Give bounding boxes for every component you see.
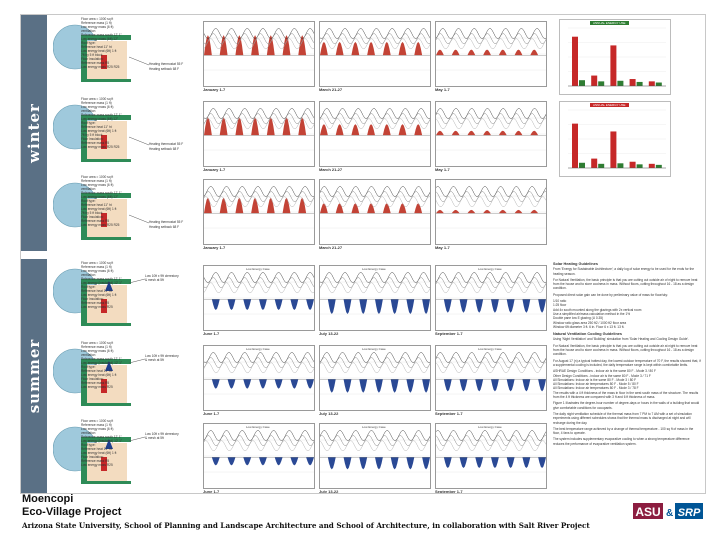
diagram-note: Roof type: bbox=[81, 121, 96, 125]
chart-plot bbox=[320, 346, 430, 410]
window-note: Low 10ft x 9ft clerestory bbox=[145, 354, 179, 358]
diagram-note: Low energy heat (6ft) 1 ft bbox=[81, 207, 117, 211]
paragraph: Using 'Night Ventilation' and 'Building' simulation from 'Solar Heating and Cooling Design Guide'. bbox=[553, 337, 689, 342]
load-area bbox=[204, 299, 314, 310]
load-area bbox=[204, 457, 314, 465]
list-item: Other Design Conditions - indoor air is the same 80 F - Mode 3 / 71 F bbox=[553, 373, 651, 378]
diagram-note: 7ft by 5 ft block bbox=[81, 211, 103, 215]
window-note: & mesh at 5ft bbox=[145, 358, 164, 362]
temperature-line bbox=[436, 119, 546, 129]
note-leader bbox=[129, 57, 149, 65]
window-note: Low 10ft x 9ft clerestory bbox=[145, 274, 179, 278]
diagram-note: Floor insulation: bbox=[81, 297, 104, 301]
diagram-note: 7ft by 5 ft block bbox=[81, 133, 103, 137]
sponsor-logos bbox=[633, 497, 705, 527]
note-leader bbox=[129, 137, 149, 145]
summer-time-series-chart bbox=[203, 423, 315, 489]
period-label: May 1-7 bbox=[435, 87, 450, 92]
diagram-note: Low energy mass R25 bbox=[81, 463, 113, 467]
diagram-note: ventilation bbox=[81, 273, 96, 277]
guidelines-text-panel bbox=[553, 259, 701, 489]
diagram-note: Low energy (insulated) 12' 1" bbox=[81, 361, 123, 365]
summer-time-series-chart bbox=[319, 345, 431, 411]
temperature-line bbox=[204, 358, 314, 368]
energy-bar bbox=[610, 45, 616, 86]
period-label: June 1-7 bbox=[203, 489, 220, 494]
load-area bbox=[436, 50, 546, 56]
energy-bar bbox=[656, 83, 662, 86]
diagram-note: Reference heat 11" ht bbox=[81, 45, 112, 49]
load-area bbox=[204, 379, 314, 388]
period-label: September 1-7 bbox=[435, 331, 463, 336]
diagram-note: Roof type: bbox=[81, 41, 96, 45]
thermostat-note: Heating thermostat 55 F bbox=[149, 62, 184, 66]
energy-bar bbox=[637, 164, 643, 168]
temperature-line bbox=[320, 441, 430, 451]
energy-bar bbox=[598, 81, 604, 86]
temperature-line bbox=[204, 114, 314, 124]
paragraph: The results with a 4 ft thickness of the mass in floor in the west south mass of the structure. The results from the 4 ft thickness are compared with 3 ft and 6 ft thickness of mass. bbox=[553, 390, 699, 400]
summer-house-diagram bbox=[53, 261, 189, 331]
diagram-notes bbox=[81, 419, 122, 467]
thermostat-note: Heating setback 68 F bbox=[149, 147, 180, 151]
chart-plot bbox=[436, 346, 546, 410]
temperature-line bbox=[436, 28, 546, 38]
diagram-note: Reference mass (1 ft) bbox=[81, 101, 112, 105]
load-area bbox=[436, 131, 546, 135]
temperature-line bbox=[320, 197, 430, 207]
diagram-note: Reference mass south 12' 1" bbox=[81, 277, 122, 281]
window-note: & mesh at 5ft bbox=[145, 278, 164, 282]
window-note: & mesh at 5ft bbox=[145, 436, 164, 440]
summer-label: summer bbox=[25, 338, 43, 414]
chart-plot bbox=[204, 22, 314, 86]
energy-bar bbox=[630, 162, 636, 168]
diagram-note: Low energy mass (6 ft) bbox=[81, 427, 114, 431]
diagram-notes bbox=[81, 97, 122, 149]
ventilation-heading: Natural Ventilation Cooling Guidelines bbox=[553, 332, 622, 337]
diagram-note: Low energy mass (6ft) 12" bbox=[81, 37, 119, 41]
list-item: Use a simplified air/mass calculation method in the 1% bbox=[553, 311, 631, 316]
diagram-note: Reference heat 11" ht bbox=[81, 203, 112, 207]
thermostat-note: Heating setback 68 F bbox=[149, 67, 180, 71]
chart-plot bbox=[204, 424, 314, 488]
chart-title: Low Energy Case bbox=[478, 347, 502, 351]
chart-title: Low Energy Case bbox=[246, 267, 270, 271]
winter-label: winter bbox=[25, 103, 43, 163]
paragraph: For Natural Ventilation, the basic principle is that you are cutting out outside air at night to remove heat from the house and to store coolness in mass. Without floors, cutting throughout 16 - 18 as a design condition. bbox=[553, 343, 698, 357]
diagram-note: Low energy heat (6ft) 1 ft bbox=[81, 451, 117, 455]
chart-title: Low Energy Case bbox=[362, 267, 386, 271]
bar-plot bbox=[560, 20, 670, 94]
thermostat-note: Heating setback 68 F bbox=[149, 225, 180, 229]
diagram-note: Floor area = 1000 sq ft bbox=[81, 419, 114, 423]
temperature-line bbox=[436, 436, 546, 446]
diagram-note: Low energy mass (6 ft) bbox=[81, 349, 114, 353]
summer-time-series-chart bbox=[319, 265, 431, 331]
diagram-note: Reference mass (1 ft) bbox=[81, 21, 112, 25]
load-area bbox=[320, 299, 430, 314]
chart-title: Low Energy Case bbox=[362, 347, 386, 351]
chart-plot bbox=[320, 266, 430, 330]
period-label: June 1-7 bbox=[203, 331, 220, 336]
period-label: July 13-22 bbox=[319, 489, 339, 494]
winter-time-series-chart bbox=[319, 101, 431, 167]
summer-time-series-chart bbox=[435, 265, 547, 331]
energy-bar bbox=[617, 81, 623, 86]
diagram-note: Reference mass R5 bbox=[81, 301, 110, 305]
diagram-note: Low energy mass R25 R25 bbox=[81, 223, 120, 227]
diagram-note: ventilation bbox=[81, 187, 96, 191]
diagram-note: Low energy heat (6ft) 1 ft bbox=[81, 49, 117, 53]
temperature-line bbox=[204, 272, 314, 282]
period-label: March 21-27 bbox=[319, 167, 343, 172]
chart-title: Low Energy Case bbox=[478, 267, 502, 271]
diagram-note: Low energy mass (6 ft) bbox=[81, 183, 114, 187]
temperature-line bbox=[204, 186, 314, 196]
temperature-line bbox=[320, 119, 430, 129]
paragraph: The system includes supplementary evaporative cooling to when a strong temperature difference reduces the performance of evaporative ventilation system. bbox=[553, 437, 690, 446]
temperature-line bbox=[320, 28, 430, 38]
chart-plot bbox=[436, 102, 546, 166]
paragraph: From 'Energy for Sustainable Architecture'; a daily log of solar energy to be used for the ends for the heating season. bbox=[553, 267, 695, 276]
chart-plot bbox=[320, 424, 430, 488]
diagram-note: Floor insulation: bbox=[81, 57, 104, 61]
temperature-line bbox=[320, 108, 430, 118]
temperature-line bbox=[320, 34, 430, 44]
diagram-note: Low energy heat (6ft) 1 ft bbox=[81, 373, 117, 377]
temperature-line bbox=[320, 278, 430, 288]
summer-time-series-chart bbox=[203, 265, 315, 331]
winter-time-series-chart bbox=[203, 179, 315, 245]
temperature-line bbox=[436, 352, 546, 362]
diagram-note: Low energy (insulated) 12' 1" bbox=[81, 439, 123, 443]
amp-text: & bbox=[666, 508, 674, 519]
energy-bar bbox=[572, 37, 578, 86]
temperature-line bbox=[204, 283, 314, 293]
list-item: 1:25 floor bbox=[553, 303, 567, 308]
energy-bar bbox=[637, 82, 643, 86]
temperature-line bbox=[320, 430, 430, 440]
energy-bar bbox=[591, 159, 597, 168]
temperature-line bbox=[320, 352, 430, 362]
temperature-line bbox=[204, 28, 314, 38]
diagram-note: Low energy mass (6ft) 12" bbox=[81, 195, 119, 199]
diagram-note: Floor insulation: bbox=[81, 455, 104, 459]
chart-plot bbox=[320, 22, 430, 86]
winter-house-diagram bbox=[53, 17, 189, 87]
temperature-line bbox=[436, 272, 546, 282]
period-label: January 1-7 bbox=[203, 167, 226, 172]
diagram-note: Low energy mass (6ft) 12" bbox=[81, 117, 119, 121]
chart-plot bbox=[436, 180, 546, 244]
load-area bbox=[436, 457, 546, 468]
list-item: All Simulations: Indoor air is the same 80 F - Mode 3 / 80 F bbox=[553, 377, 637, 382]
diagram-note: Reference mass south 12' 1" bbox=[81, 435, 122, 439]
temperature-line bbox=[436, 192, 546, 202]
temperature-line bbox=[436, 108, 546, 118]
temperature-line bbox=[320, 363, 430, 373]
temperature-line bbox=[436, 283, 546, 293]
period-label: January 1-7 bbox=[203, 87, 226, 92]
solar-heading: Solar Heating Guidelines bbox=[553, 262, 598, 266]
chart-title: Low Energy Case bbox=[246, 347, 270, 351]
energy-bar bbox=[649, 81, 655, 86]
winter-time-series-chart bbox=[435, 21, 547, 87]
diagram-note: 7ft by 5 ft block bbox=[81, 53, 103, 57]
note-leader bbox=[129, 215, 149, 223]
diagram-note: Reference heat 11" ht bbox=[81, 289, 112, 293]
summer-house-diagram bbox=[53, 341, 189, 411]
diagram-note: Reference mass R5 bbox=[81, 61, 110, 65]
list-item: All Simulations: Indoor air temperatures 80 F - Mode 3 / 78 F bbox=[553, 386, 639, 391]
diagram-note: Reference mass south 12' 1" bbox=[81, 191, 122, 195]
chart-plot bbox=[204, 102, 314, 166]
winter-time-series-chart bbox=[203, 101, 315, 167]
chart-plot bbox=[320, 180, 430, 244]
diagram-note: Floor area = 1000 sq ft bbox=[81, 261, 114, 265]
temperature-line bbox=[204, 108, 314, 118]
diagram-note: Floor area = 1000 sq ft bbox=[81, 97, 114, 101]
diagram-note: ventilation bbox=[81, 29, 96, 33]
temperature-line bbox=[320, 272, 430, 282]
period-label: September 1-7 bbox=[435, 411, 463, 416]
load-area bbox=[436, 210, 546, 213]
summer-band bbox=[21, 259, 47, 493]
chart-title: Low Energy Case bbox=[362, 425, 386, 429]
load-area bbox=[320, 457, 430, 469]
list-item: All Simulations: Indoor air temperatures 80 F - Mode 5 / 80 F bbox=[553, 382, 639, 387]
list-item: Add 4x south mounted along the glazings with 2x vertical room bbox=[553, 307, 642, 312]
chart-title: Low Energy Case bbox=[246, 425, 270, 429]
temperature-line bbox=[204, 430, 314, 440]
summer-house-diagram bbox=[53, 419, 189, 489]
diagram-note: Reference mass (1 ft) bbox=[81, 265, 112, 269]
annual-energy-bar-chart bbox=[559, 101, 671, 177]
diagram-notes bbox=[81, 341, 122, 389]
diagram-note: Reference mass (1 ft) bbox=[81, 345, 112, 349]
winter-house-diagram bbox=[53, 175, 189, 245]
paragraph: The daily night ventilation schedule of the thermal mass from 7 PM to 7 AM with a set of simulation experiments using different schedules shows that the thermal mass is discharged at night and will recharge during the day. bbox=[553, 411, 692, 425]
note-leader bbox=[129, 279, 145, 283]
winter-time-series-chart bbox=[319, 179, 431, 245]
diagram-note: Low energy mass R25 bbox=[81, 385, 113, 389]
temperature-line bbox=[320, 186, 430, 196]
diagram-note: Reference mass R5 bbox=[81, 219, 110, 223]
poster bbox=[20, 14, 706, 494]
diagram-note: Reference mass R5 bbox=[81, 459, 110, 463]
bar-chart-title: ANNUAL ENERGY USE bbox=[590, 21, 629, 25]
diagram-note: Low energy mass R25 bbox=[81, 305, 113, 309]
chart-plot bbox=[320, 102, 430, 166]
diagram-note: Reference heat 11" ht bbox=[81, 447, 112, 451]
diagram-note: ventilation bbox=[81, 431, 96, 435]
floor-slab bbox=[81, 237, 131, 240]
chart-plot bbox=[436, 266, 546, 330]
diagram-note: Reference mass (1 ft) bbox=[81, 179, 112, 183]
chart-plot bbox=[204, 346, 314, 410]
diagram-note: Low energy heat (6ft) 1 ft bbox=[81, 129, 117, 133]
temperature-line bbox=[204, 39, 314, 49]
asu-logo-text: ASU bbox=[635, 505, 661, 519]
winter-time-series-chart bbox=[435, 101, 547, 167]
diagram-note: Reference heat 11" ht bbox=[81, 125, 112, 129]
floor-slab bbox=[81, 79, 131, 82]
window-note: Low 10ft x 9ft clerestory bbox=[145, 432, 179, 436]
energy-bar bbox=[617, 163, 623, 168]
diagram-note: ventilation bbox=[81, 353, 96, 357]
summer-time-series-chart bbox=[435, 345, 547, 411]
floor-slab bbox=[81, 159, 131, 162]
diagram-note: Low energy mass R25 R25 bbox=[81, 145, 120, 149]
winter-house-diagram bbox=[53, 97, 189, 167]
winter-time-series-chart bbox=[319, 21, 431, 87]
diagram-note: Low energy (insulated) 12' 1" bbox=[81, 281, 123, 285]
temperature-line bbox=[436, 363, 546, 373]
list-item: Window 6ft diameter 3 ft. 6 in. Floor 6 x 13 ft. 13 ft. bbox=[553, 324, 625, 329]
period-label: September 1-7 bbox=[435, 489, 463, 494]
diagram-note: Low energy mass (6 ft) bbox=[81, 269, 114, 273]
summer-time-series-chart bbox=[319, 423, 431, 489]
floor-slab bbox=[81, 323, 131, 326]
period-label: January 1-7 bbox=[203, 245, 226, 250]
project-subtitle: Arizona State University, School of Planning and Landscape Architecture and School of Architecture, in collaboration with Salt River Project bbox=[22, 521, 590, 530]
diagram-note: Roof type: bbox=[81, 285, 96, 289]
annual-energy-bar-chart bbox=[559, 19, 671, 95]
chart-plot bbox=[436, 424, 546, 488]
diagram-note: Floor area = 1000 sq ft bbox=[81, 17, 114, 21]
list-item: ASHRAE Design Conditions - indoor air is the same 80 F - Mode 3 / 80 F bbox=[553, 369, 656, 374]
energy-bar bbox=[579, 163, 585, 168]
diagram-note: Reference mass R5 bbox=[81, 381, 110, 385]
diagram-note: Floor insulation: bbox=[81, 215, 104, 219]
temperature-line bbox=[204, 352, 314, 362]
diagram-notes bbox=[81, 261, 122, 309]
diagram-note: Reference mass south 12' 1" bbox=[81, 113, 122, 117]
diagram-note: Roof type: bbox=[81, 443, 96, 447]
bar-chart-title: ANNUAL ENERGY USE bbox=[590, 103, 629, 107]
temperature-line bbox=[436, 39, 546, 49]
load-area bbox=[320, 203, 430, 213]
winter-time-series-chart bbox=[203, 21, 315, 87]
energy-bar bbox=[591, 76, 597, 86]
list-item: 1/10 ratio bbox=[553, 299, 567, 304]
period-label: May 1-7 bbox=[435, 245, 450, 250]
load-area bbox=[436, 299, 546, 312]
summer-time-series-chart bbox=[203, 345, 315, 411]
bar-plot bbox=[560, 102, 670, 176]
srp-logo-text: SRP bbox=[677, 507, 701, 519]
floor-slab bbox=[81, 403, 131, 406]
floor-slab bbox=[81, 481, 131, 484]
load-area bbox=[320, 124, 430, 135]
paragraph: For Natural Ventilation, the basic principle is that you are cutting out outside air of night to remove heat from the house and to store coolness in mass. Without floors, cutting throughout 16 - 18 as a design condition. bbox=[553, 277, 698, 291]
winter-time-series-chart bbox=[435, 179, 547, 245]
diagram-note: Floor insulation: bbox=[81, 377, 104, 381]
diagram-notes bbox=[81, 17, 122, 69]
winter-band bbox=[21, 15, 47, 251]
paragraph: For August 17 (n) a typical hottest day, the lowest outdoor temperature of 70 F, the results showed that, if a supplemental cooling is included, the daily temperature range is kept within comfortable limits. bbox=[553, 358, 701, 367]
period-label: March 21-27 bbox=[319, 245, 343, 250]
diagram-note: Roof type: bbox=[81, 365, 96, 369]
diagram-note: Reference mass (1 ft) bbox=[81, 423, 112, 427]
period-label: July 13-22 bbox=[319, 411, 339, 416]
load-area bbox=[320, 42, 430, 55]
chart-plot bbox=[436, 22, 546, 86]
paragraph: Proposed direct solar gain can be done by preliminary value of mass for floor/sky: bbox=[553, 292, 668, 297]
diagram-note: Roof type: bbox=[81, 199, 96, 203]
diagram-note: ventilation bbox=[81, 109, 96, 113]
diagram-note: Low energy heat (6ft) 1 ft bbox=[81, 293, 117, 297]
chart-plot bbox=[204, 180, 314, 244]
project-title-line1: Moencopi bbox=[22, 493, 74, 505]
diagram-note: Low energy mass (6 ft) bbox=[81, 105, 114, 109]
diagram-note: Low energy mass (6 ft) bbox=[81, 25, 114, 29]
diagram-note: Reference mass south 12' 1" bbox=[81, 33, 122, 37]
thermostat-note: Heating thermostat 55 F bbox=[149, 220, 184, 224]
energy-bar bbox=[572, 124, 578, 168]
temperature-line bbox=[204, 441, 314, 451]
project-title-line2: Eco-Village Project bbox=[22, 506, 122, 518]
period-label: May 1-7 bbox=[435, 167, 450, 172]
temperature-line bbox=[204, 197, 314, 207]
diagram-note: Low energy mass R25 R25 bbox=[81, 65, 120, 69]
summer-time-series-chart bbox=[435, 423, 547, 489]
energy-bar bbox=[630, 79, 636, 86]
chart-plot bbox=[204, 266, 314, 330]
note-leader bbox=[129, 437, 145, 441]
chart-title: Low Energy Case bbox=[478, 425, 502, 429]
diagram-note: Reference mass south 12' 1" bbox=[81, 357, 122, 361]
diagram-note: Floor area = 1000 sq ft bbox=[81, 341, 114, 345]
diagram-note: Reference mass R5 bbox=[81, 141, 110, 145]
thermostat-note: Heating thermostat 55 F bbox=[149, 142, 184, 146]
period-label: July 13-22 bbox=[319, 331, 339, 336]
energy-bar bbox=[598, 164, 604, 168]
paragraph: The best temperature range achieved by a change of thermal temperature - 100 sq ft of mass in the floor, 4 fans to operate. bbox=[553, 426, 694, 436]
energy-bar bbox=[649, 164, 655, 168]
energy-bar bbox=[579, 80, 585, 86]
list-item: Window ratio glass area 250 ft2 / 1000 ft2 floor area bbox=[553, 320, 627, 325]
diagram-note: Reference heat 11" ht bbox=[81, 369, 112, 373]
load-area bbox=[320, 379, 430, 392]
diagram-notes bbox=[81, 175, 122, 227]
energy-bar bbox=[610, 131, 616, 168]
diagram-note: Floor insulation: bbox=[81, 137, 104, 141]
list-item: Double pane low E glazing (U 0.35) bbox=[553, 316, 604, 321]
paragraph: Figure 1 illustrates the degree-hour number of degree-days or hours in the walls of a building that would give comfortable conditions for occupants. bbox=[553, 401, 700, 410]
diagram-note: Floor area = 1000 sq ft bbox=[81, 175, 114, 179]
period-label: June 1-7 bbox=[203, 411, 220, 416]
note-leader bbox=[129, 359, 145, 363]
energy-bar bbox=[656, 165, 662, 168]
load-area bbox=[436, 379, 546, 391]
period-label: March 21-27 bbox=[319, 87, 343, 92]
